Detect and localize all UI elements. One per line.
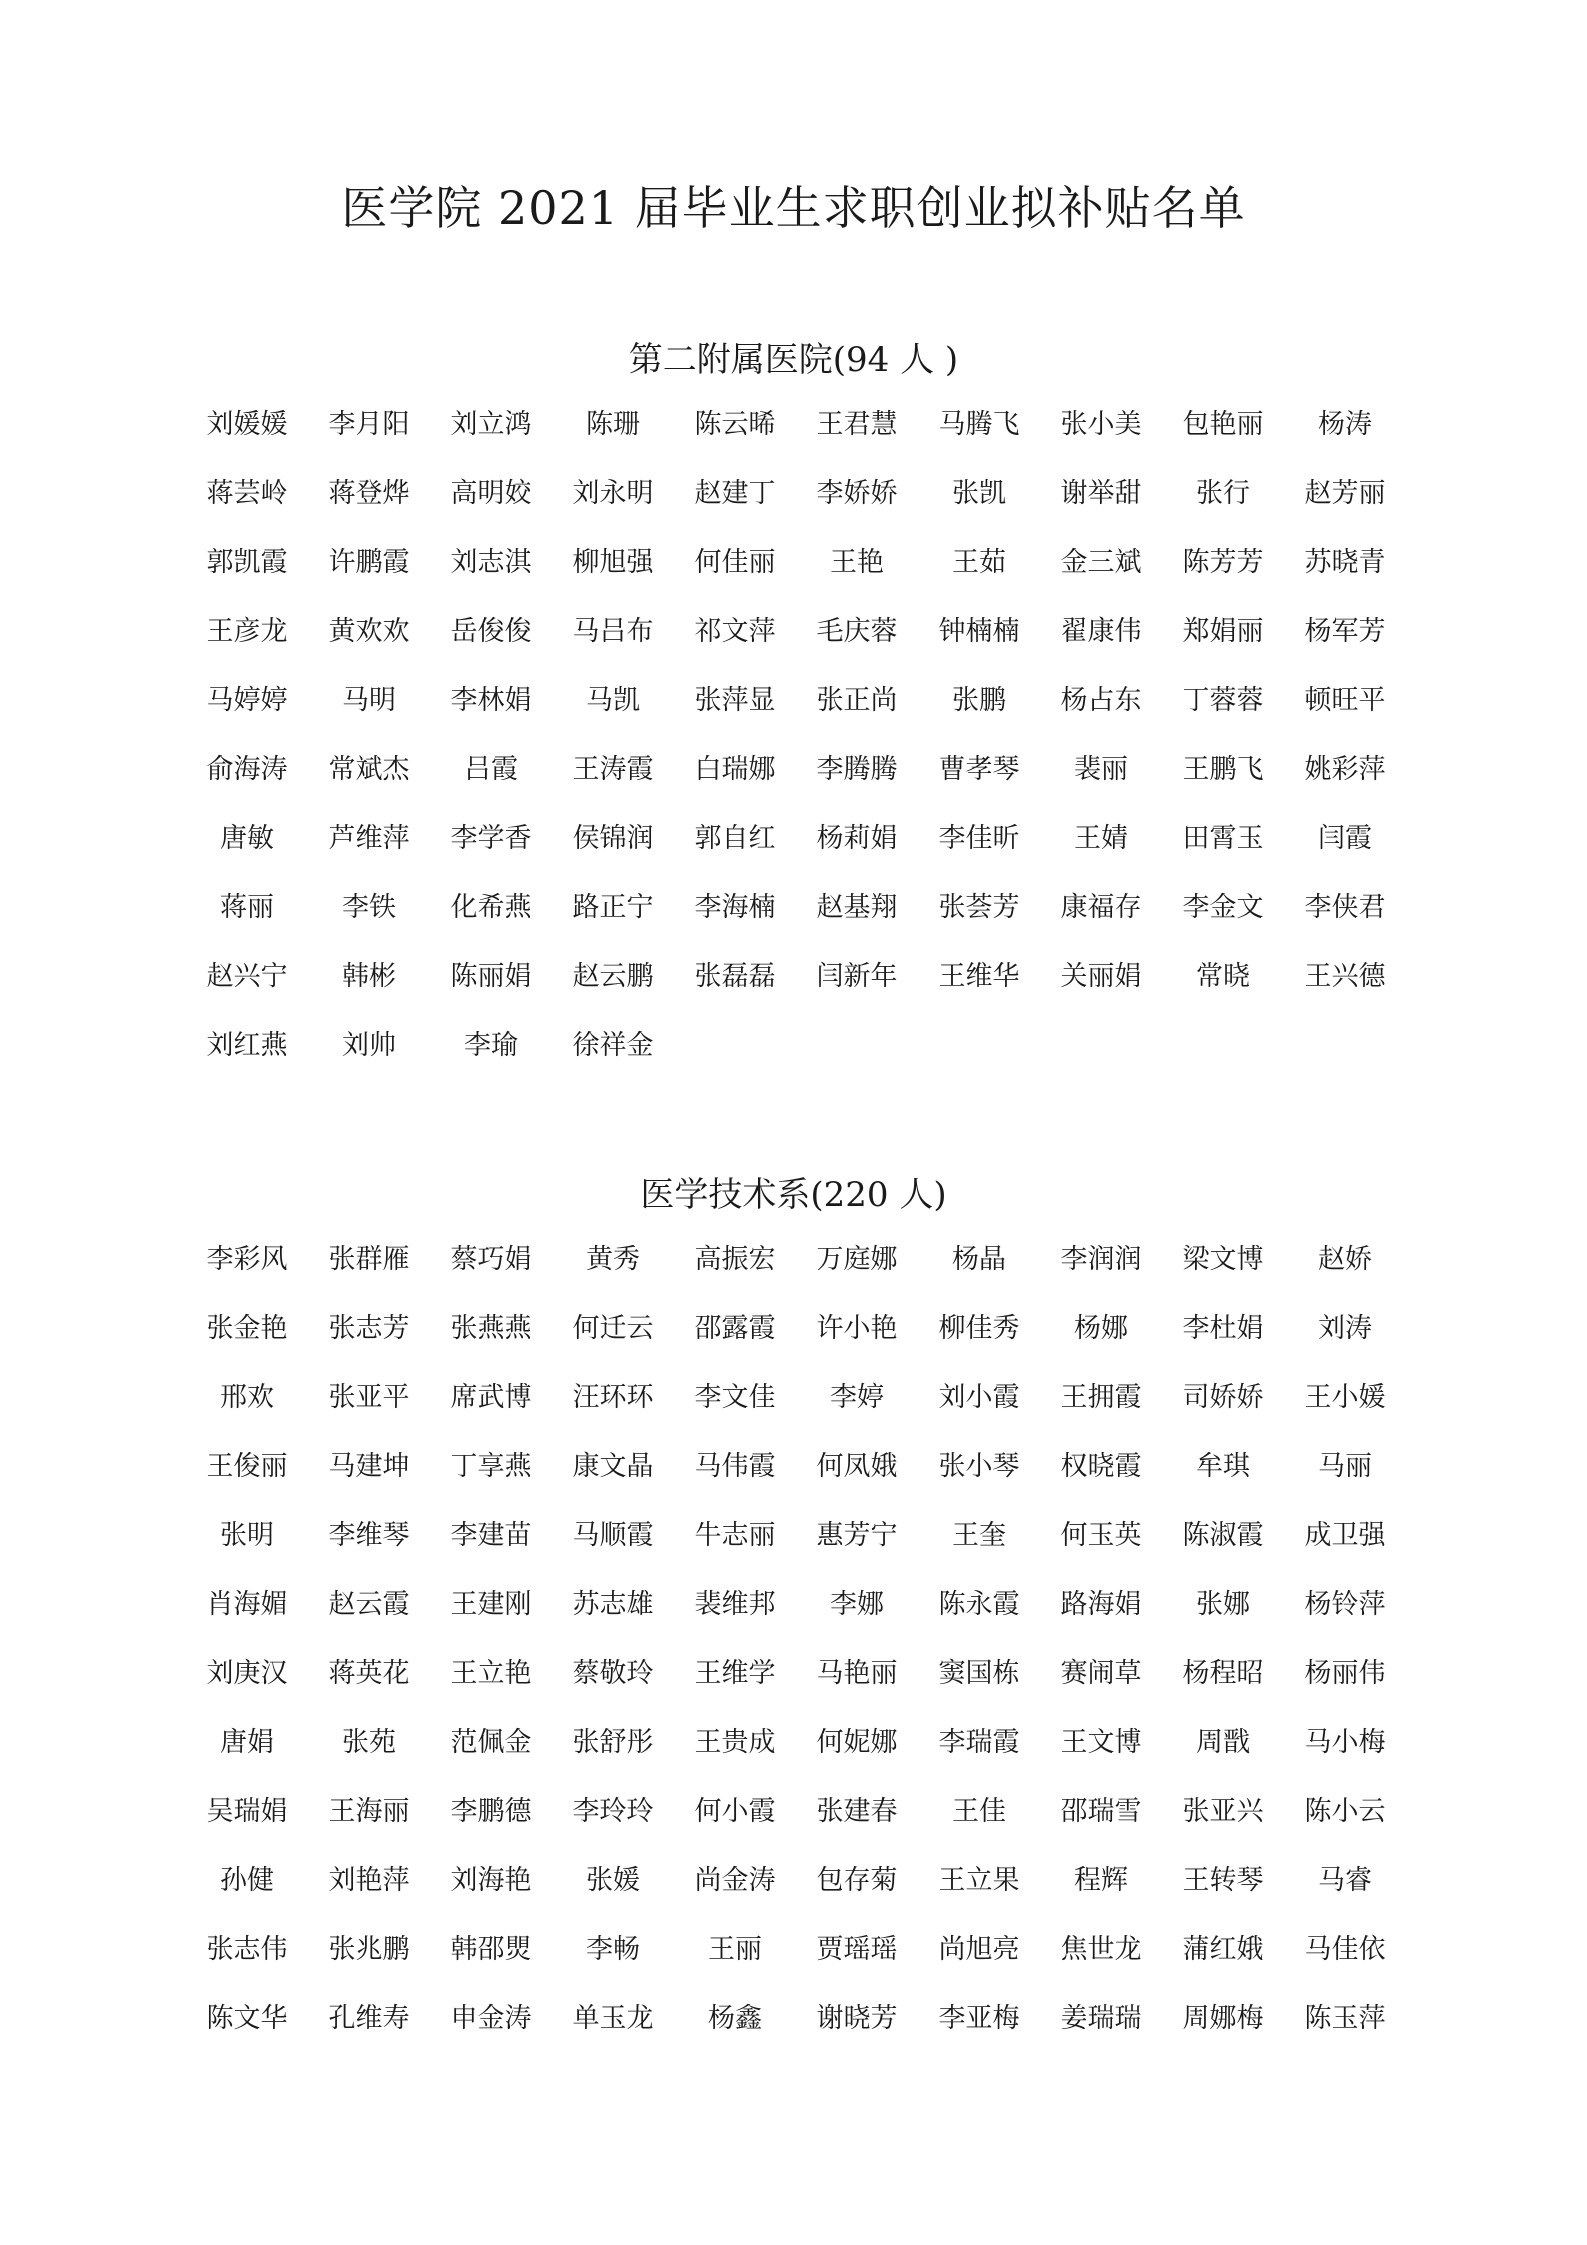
section-second-affiliated-hospital xyxy=(0,330,1587,1080)
name-entry: 王维华 xyxy=(938,961,1020,992)
name-entry: 马顺霞 xyxy=(572,1520,654,1551)
name-entry: 白瑞娜 xyxy=(694,754,776,785)
name-entry: 司娇娇 xyxy=(1182,1382,1264,1413)
name-entry: 程辉 xyxy=(1074,1865,1128,1896)
name-entry: 万庭娜 xyxy=(816,1244,898,1275)
name-entry: 谢晓芳 xyxy=(816,2003,898,2034)
name-entry: 黄秀 xyxy=(586,1244,640,1275)
name-entry: 李润润 xyxy=(1060,1244,1142,1275)
name-entry: 王海丽 xyxy=(328,1796,410,1827)
name-entry: 钟楠楠 xyxy=(938,616,1020,647)
name-entry: 李玲玲 xyxy=(572,1796,654,1827)
name-entry: 李佳昕 xyxy=(938,823,1020,854)
name-entry: 马佳依 xyxy=(1304,1934,1386,1965)
name-entry: 姚彩萍 xyxy=(1304,754,1386,785)
name-entry: 李彩风 xyxy=(206,1244,288,1275)
name-entry: 李学香 xyxy=(450,823,532,854)
name-entry: 丁蓉蓉 xyxy=(1182,685,1264,716)
name-entry: 周娜梅 xyxy=(1182,2003,1264,2034)
name-entry: 陈珊 xyxy=(586,409,640,440)
name-entry: 赵建丁 xyxy=(694,478,776,509)
section-heading: 医学技术系(220 人) xyxy=(640,1175,947,1215)
name-entry: 高明姣 xyxy=(450,478,532,509)
name-entry: 何佳丽 xyxy=(694,547,776,578)
name-entry: 翟康伟 xyxy=(1060,616,1142,647)
name-entry: 焦世龙 xyxy=(1060,1934,1142,1965)
name-entry: 王转琴 xyxy=(1182,1865,1264,1896)
name-entry: 许鹏霞 xyxy=(328,547,410,578)
name-entry: 席武博 xyxy=(450,1382,532,1413)
name-entry: 金三斌 xyxy=(1060,547,1142,578)
name-entry: 马腾飞 xyxy=(938,409,1020,440)
name-entry: 王涛霞 xyxy=(572,754,654,785)
name-entry: 李文佳 xyxy=(694,1382,776,1413)
name-entry: 权晓霞 xyxy=(1060,1451,1142,1482)
name-entry: 王鹏飞 xyxy=(1182,754,1264,785)
name-entry: 马艳丽 xyxy=(816,1658,898,1689)
name-entry: 王兴德 xyxy=(1304,961,1386,992)
name-entry: 孔维寿 xyxy=(328,2003,410,2034)
name-entry: 杨晶 xyxy=(952,1244,1006,1275)
name-entry: 芦维萍 xyxy=(328,823,410,854)
name-entry: 刘庚汉 xyxy=(206,1658,288,1689)
name-entry: 王贵成 xyxy=(694,1727,776,1758)
name-entry: 刘小霞 xyxy=(938,1382,1020,1413)
name-entry: 张正尚 xyxy=(816,685,898,716)
name-entry: 张行 xyxy=(1196,478,1250,509)
name-entry: 化希燕 xyxy=(450,892,532,923)
name-entry: 李海楠 xyxy=(694,892,776,923)
name-entry: 高振宏 xyxy=(694,1244,776,1275)
name-entry: 单玉龙 xyxy=(572,2003,654,2034)
name-entry: 韩彬 xyxy=(342,961,396,992)
name-entry: 蔡巧娟 xyxy=(450,1244,532,1275)
name-entry: 何小霞 xyxy=(694,1796,776,1827)
name-entry: 李林娟 xyxy=(450,685,532,716)
name-entry: 陈小云 xyxy=(1304,1796,1386,1827)
name-entry: 蒋登烨 xyxy=(328,478,410,509)
name-entry: 马明 xyxy=(342,685,396,716)
name-entry: 王茹 xyxy=(952,547,1006,578)
name-entry: 张磊磊 xyxy=(694,961,776,992)
name-entry: 汪环环 xyxy=(572,1382,654,1413)
name-entry: 苏晓青 xyxy=(1304,547,1386,578)
name-entry: 赵兴宁 xyxy=(206,961,288,992)
name-entry: 何凤娥 xyxy=(816,1451,898,1482)
name-entry: 张志芳 xyxy=(328,1313,410,1344)
name-entry: 赛闹草 xyxy=(1060,1658,1142,1689)
name-entry: 何玉英 xyxy=(1060,1520,1142,1551)
name-entry: 赵基翔 xyxy=(816,892,898,923)
name-entry: 吕霞 xyxy=(464,754,518,785)
name-entry: 李月阳 xyxy=(328,409,410,440)
name-entry: 王小媛 xyxy=(1304,1382,1386,1413)
name-entry: 王佳 xyxy=(952,1796,1006,1827)
name-entry: 邢欢 xyxy=(220,1382,274,1413)
name-entry: 张媛 xyxy=(586,1865,640,1896)
name-entry: 李铁 xyxy=(342,892,396,923)
name-entry: 李瑞霞 xyxy=(938,1727,1020,1758)
name-entry: 刘海艳 xyxy=(450,1865,532,1896)
name-entry: 陈云晞 xyxy=(694,409,776,440)
name-entry: 王文博 xyxy=(1060,1727,1142,1758)
name-entry: 柳旭强 xyxy=(572,547,654,578)
name-entry: 杨鑫 xyxy=(708,2003,762,2034)
name-entry: 张明 xyxy=(220,1520,274,1551)
name-entry: 周戬 xyxy=(1196,1727,1250,1758)
name-entry: 黄欢欢 xyxy=(328,616,410,647)
name-entry: 张娜 xyxy=(1196,1589,1250,1620)
name-entry: 裴维邦 xyxy=(694,1589,776,1620)
name-entry: 张鹏 xyxy=(952,685,1006,716)
name-entry: 李鹏德 xyxy=(450,1796,532,1827)
name-entry: 徐祥金 xyxy=(572,1030,654,1061)
name-entry: 包存菊 xyxy=(816,1865,898,1896)
name-entry: 陈永霞 xyxy=(938,1589,1020,1620)
name-entry: 陈淑霞 xyxy=(1182,1520,1264,1551)
name-entry: 申金涛 xyxy=(450,2003,532,2034)
name-entry: 祁文萍 xyxy=(694,616,776,647)
name-entry: 刘艳萍 xyxy=(328,1865,410,1896)
name-entry: 岳俊俊 xyxy=(450,616,532,647)
name-entry: 王彦龙 xyxy=(206,616,288,647)
name-entry: 闫新年 xyxy=(816,961,898,992)
name-entry: 李畅 xyxy=(586,1934,640,1965)
name-entry: 顿旺平 xyxy=(1304,685,1386,716)
name-entry: 张小美 xyxy=(1060,409,1142,440)
name-entry: 刘红燕 xyxy=(206,1030,288,1061)
name-entry: 马伟霞 xyxy=(694,1451,776,1482)
name-entry: 王拥霞 xyxy=(1060,1382,1142,1413)
name-entry: 包艳丽 xyxy=(1182,409,1264,440)
name-entry: 邵露霞 xyxy=(694,1313,776,1344)
name-entry: 杨军芳 xyxy=(1304,616,1386,647)
name-entry: 裴丽 xyxy=(1074,754,1128,785)
name-entry: 李亚梅 xyxy=(938,2003,1020,2034)
section-heading: 第二附属医院(94 人 ) xyxy=(628,340,959,380)
name-entry: 毛庆蓉 xyxy=(816,616,898,647)
name-entry: 李杜娟 xyxy=(1182,1313,1264,1344)
name-entry: 杨涛 xyxy=(1318,409,1372,440)
name-entry: 陈玉萍 xyxy=(1304,2003,1386,2034)
name-entry: 刘涛 xyxy=(1318,1313,1372,1344)
name-entry: 刘立鸿 xyxy=(450,409,532,440)
section-medical-technology-department xyxy=(0,1165,1587,2053)
name-entry: 常晓 xyxy=(1196,961,1250,992)
name-entry: 王建刚 xyxy=(450,1589,532,1620)
name-entry: 王俊丽 xyxy=(206,1451,288,1482)
name-entry: 杨莉娟 xyxy=(816,823,898,854)
name-entry: 赵芳丽 xyxy=(1304,478,1386,509)
page-title: 医学院 2021 届毕业生求职创业拟补贴名单 xyxy=(341,181,1246,235)
name-entry: 康文晶 xyxy=(572,1451,654,1482)
name-entry: 蒋英花 xyxy=(328,1658,410,1689)
name-list xyxy=(186,1225,1406,2053)
name-entry: 关丽娟 xyxy=(1060,961,1142,992)
name-entry: 苏志雄 xyxy=(572,1589,654,1620)
name-entry: 王立艳 xyxy=(450,1658,532,1689)
name-entry: 韩邵煛 xyxy=(450,1934,532,1965)
name-entry: 蒲红娥 xyxy=(1182,1934,1264,1965)
name-list xyxy=(186,390,1406,1080)
name-entry: 赵云鹏 xyxy=(572,961,654,992)
name-entry: 李金文 xyxy=(1182,892,1264,923)
name-entry: 陈文华 xyxy=(206,2003,288,2034)
name-entry: 王君慧 xyxy=(816,409,898,440)
name-entry: 张志伟 xyxy=(206,1934,288,1965)
name-entry: 马吕布 xyxy=(572,616,654,647)
name-entry: 刘帅 xyxy=(342,1030,396,1061)
name-entry: 王维学 xyxy=(694,1658,776,1689)
name-entry: 李娜 xyxy=(830,1589,884,1620)
name-entry: 成卫强 xyxy=(1304,1520,1386,1551)
name-entry: 蒋芸岭 xyxy=(206,478,288,509)
name-entry: 吴瑞娟 xyxy=(206,1796,288,1827)
name-entry: 曹孝琴 xyxy=(938,754,1020,785)
name-entry: 闫霞 xyxy=(1318,823,1372,854)
name-entry: 张亚平 xyxy=(328,1382,410,1413)
name-entry: 张建春 xyxy=(816,1796,898,1827)
name-entry: 柳佳秀 xyxy=(938,1313,1020,1344)
name-entry: 王立果 xyxy=(938,1865,1020,1896)
name-entry: 马睿 xyxy=(1318,1865,1372,1896)
name-entry: 杨占东 xyxy=(1060,685,1142,716)
name-entry: 张燕燕 xyxy=(450,1313,532,1344)
name-entry: 蒋丽 xyxy=(220,892,274,923)
name-entry: 张兆鹏 xyxy=(328,1934,410,1965)
name-entry: 惠芳宁 xyxy=(816,1520,898,1551)
name-entry: 刘永明 xyxy=(572,478,654,509)
name-entry: 常斌杰 xyxy=(328,754,410,785)
name-entry: 王奎 xyxy=(952,1520,1006,1551)
name-entry: 李瑜 xyxy=(464,1030,518,1061)
name-entry: 丁享燕 xyxy=(450,1451,532,1482)
name-entry: 王婧 xyxy=(1074,823,1128,854)
name-entry: 赵云霞 xyxy=(328,1589,410,1620)
name-entry: 赵娇 xyxy=(1318,1244,1372,1275)
name-entry: 牛志丽 xyxy=(694,1520,776,1551)
name-entry: 马凯 xyxy=(586,685,640,716)
name-entry: 窦国栋 xyxy=(938,1658,1020,1689)
name-entry: 邵瑞雪 xyxy=(1060,1796,1142,1827)
name-entry: 田霄玉 xyxy=(1182,823,1264,854)
name-entry: 刘媛媛 xyxy=(206,409,288,440)
name-entry: 张亚兴 xyxy=(1182,1796,1264,1827)
name-entry: 李侠君 xyxy=(1304,892,1386,923)
name-entry: 尚金涛 xyxy=(694,1865,776,1896)
name-entry: 李娇娇 xyxy=(816,478,898,509)
name-entry: 张荟芳 xyxy=(938,892,1020,923)
name-entry: 王艳 xyxy=(830,547,884,578)
name-entry: 张金艳 xyxy=(206,1313,288,1344)
name-entry: 谢举甜 xyxy=(1060,478,1142,509)
name-entry: 侯锦润 xyxy=(572,823,654,854)
name-entry: 杨程昭 xyxy=(1182,1658,1264,1689)
name-entry: 唐娟 xyxy=(220,1727,274,1758)
name-entry: 郭自红 xyxy=(694,823,776,854)
name-entry: 尚旭亮 xyxy=(938,1934,1020,1965)
name-entry: 张凯 xyxy=(952,478,1006,509)
name-entry: 张群雁 xyxy=(328,1244,410,1275)
name-entry: 张舒彤 xyxy=(572,1727,654,1758)
name-entry: 杨娜 xyxy=(1074,1313,1128,1344)
name-entry: 陈丽娟 xyxy=(450,961,532,992)
name-entry: 康福存 xyxy=(1060,892,1142,923)
name-entry: 牟琪 xyxy=(1196,1451,1250,1482)
name-entry: 贾瑶瑶 xyxy=(816,1934,898,1965)
name-entry: 梁文博 xyxy=(1182,1244,1264,1275)
name-entry: 郭凯霞 xyxy=(206,547,288,578)
name-entry: 张萍显 xyxy=(694,685,776,716)
name-entry: 王丽 xyxy=(708,1934,762,1965)
name-entry: 姜瑞瑞 xyxy=(1060,2003,1142,2034)
name-entry: 孙健 xyxy=(220,1865,274,1896)
name-entry: 何迁云 xyxy=(572,1313,654,1344)
name-entry: 路海娟 xyxy=(1060,1589,1142,1620)
name-entry: 路正宁 xyxy=(572,892,654,923)
name-entry: 俞海涛 xyxy=(206,754,288,785)
name-entry: 刘志淇 xyxy=(450,547,532,578)
name-entry: 马建坤 xyxy=(328,1451,410,1482)
name-entry: 何妮娜 xyxy=(816,1727,898,1758)
name-entry: 蔡敬玲 xyxy=(572,1658,654,1689)
name-entry: 唐敏 xyxy=(220,823,274,854)
name-entry: 马小梅 xyxy=(1304,1727,1386,1758)
name-entry: 肖海媚 xyxy=(206,1589,288,1620)
name-entry: 张苑 xyxy=(342,1727,396,1758)
name-entry: 马丽 xyxy=(1318,1451,1372,1482)
name-entry: 张小琴 xyxy=(938,1451,1020,1482)
name-entry: 陈芳芳 xyxy=(1182,547,1264,578)
name-entry: 范佩金 xyxy=(450,1727,532,1758)
name-entry: 李婷 xyxy=(830,1382,884,1413)
name-entry: 马婷婷 xyxy=(206,685,288,716)
name-entry: 杨丽伟 xyxy=(1304,1658,1386,1689)
name-entry: 李建苗 xyxy=(450,1520,532,1551)
name-entry: 郑娟丽 xyxy=(1182,616,1264,647)
name-entry: 李腾腾 xyxy=(816,754,898,785)
name-entry: 李维琴 xyxy=(328,1520,410,1551)
name-entry: 许小艳 xyxy=(816,1313,898,1344)
name-entry: 杨铃萍 xyxy=(1304,1589,1386,1620)
